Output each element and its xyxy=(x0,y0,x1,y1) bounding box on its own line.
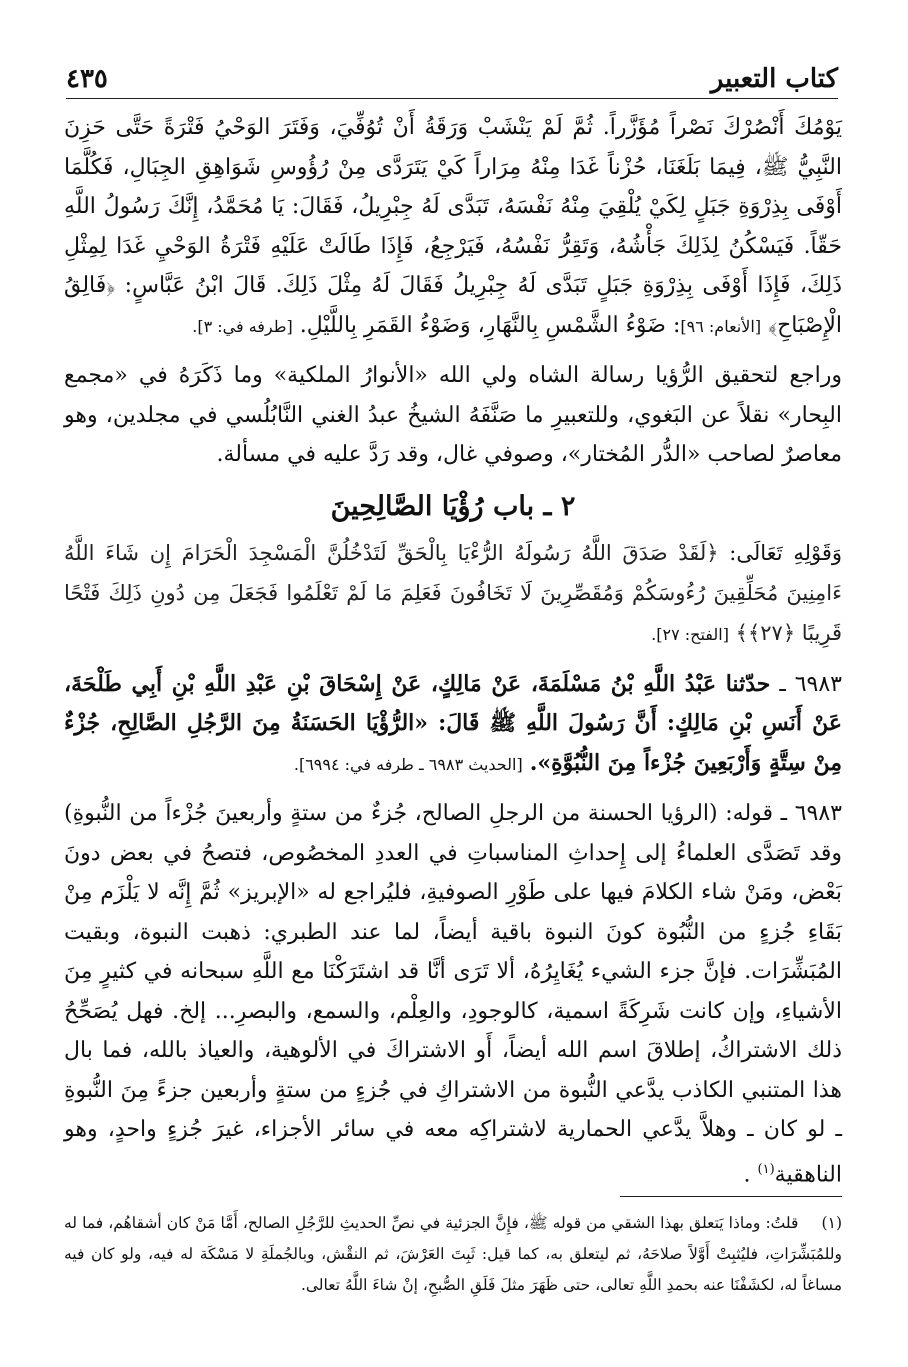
footnote-item xyxy=(64,1208,842,1301)
opening-paragraph xyxy=(64,108,842,346)
footnote-divider xyxy=(620,1196,842,1197)
hadith-ref: [الحديث ٦٩٨٣ ـ طرفه في: ٦٩٩٤]. xyxy=(293,754,523,774)
page-number: ٤٣٥ xyxy=(66,64,108,94)
hadith-text: حدّثنا عَبْدُ اللَّهِ بْنُ مَسْلَمَةَ، عَنْ مَالِكٍ، عَنْ إِسْحَاقَ بْنِ عَبْدِ اللَّهِ بْنِ أَبِي طَلْحَةَ، عَنْ أَنَسِ بْنِ مَالِكٍ: أَنَّ رَسُولَ اللَّهِ ﷺ قَالَ: «الرُّؤْيَا الحَسَنَةُ مِنَ الرَّجُلِ الصَّالِحِ، جُزْءٌ مِنْ سِتَّةٍ وَأَرْبَعِينَ جُزْءاً مِنَ النُّبُوَّةِ». xyxy=(64,670,842,776)
book-title: كتاب التعبير xyxy=(710,64,838,94)
footnote-marker: (١) xyxy=(757,1161,775,1177)
commentary-paragraph-2: ٦٩٨٣ ـ قوله: (الرؤيا الحسنة من الرجلِ الصالح، جُزءٌ من ستةٍ وأربعينَ جُزْءاً من النُّبوةِ) وقد تَصَدَّى العلماءُ إلى إِحداثِ المناسباتِ في العددِ المخصُوص، فتصحُ في بعض دونَ بَعْض، ومَنْ شاء الكلامَ فيها على طَوْرِ الصوفيةِ، فليُراجع له «الإبريز» ثُمَّ إِنَّه لا يَلْزَم مِنْ بَقَاءِ جُزءٍ من النُّبُوة كونَ النبوة باقية أيضاً، لما عند الطبري: ذهبت النبوة، وبقيت المُبَشِّرَات. فإنَّ جزء الشيء يُغَايِرُهُ، ألا تَرَى أنَّا قد اشتَرَكْنَا مع اللَّهِ سبحانه في كثيرٍ مِنَ الأشياءِ، وإن كانت شَرِكَةً اسمية، كالوجودِ، والعِلْم، والسمع، والبصرِ... إلخ. فهل يُصَحِّحُ ذلك الاشتراكُ، إطلاقَ اسم الله أيضاً، أَو الاشتراكَ في الألوهية، والعياذ بالله، فما بال هذا المتنبي الكاذب يدَّعي النُّبوة من الاشتراكِ في جُزءٍ من ستةٍ وأربعين جزءً مِنَ النُّبوةِ ـ لو كان ـ وهلاَّ يدَّعي الحمارية لاشتراكِه معه في سائر الأجزاء، غيرَ جُزءٍ واحدٍ، وهو الناهقية$^{(١)}$ . xyxy=(64,801,843,1187)
chapter-heading: ٢ ـ باب رُؤْيَا الصَّالِحِينَ xyxy=(330,490,576,522)
footnotes xyxy=(64,1208,842,1301)
footnote-number: (١) xyxy=(821,1214,842,1232)
hadith-number: ٦٩٨٣ ـ xyxy=(779,671,842,697)
opening-ref-surah: [الأنعام: ٩٦] xyxy=(680,316,762,336)
quran-verse: ﴿لَقَدْ صَدَقَ اللَّهُ رَسُولَهُ الرُّءْيَا بِالْحَقِّ لَتَدْخُلُنَّ الْمَسْجِدَ الْحَرَامَ إِن شَاءَ اللَّهُ ءَامِنِينَ مُحَلِّقِينَ رُءُوسَكُمْ وَمُقَصِّرِينَ لَا تَخَافُونَ فَعَلِمَ مَا لَمْ تَعْلَمُوا فَجَعَلَ مِن دُونِ ذَلِكَ فَتْحًا قَرِيبًا ﴿٢٧﴾﴾ xyxy=(64,540,842,645)
quran-lead: وَقَوْلِهِ تَعَالَى: xyxy=(729,540,843,565)
quran-ref: [الفتح: ٢٧]. xyxy=(651,624,729,644)
footnote-text: قلتُ: وماذا يَتعلق بهذا الشقي من قوله ﷺ، فإِنَّ الجزئية في نصِّ الحديثِ للرَّجُلِ الصالح، أَمَّا مَنْ كان أشقاهُم، فما له وللمُبَشِّرَاتِ، فليُثبِتْ أَوَّلاً صلاحَهُ، ثم ليتعلق به، كما قيل: ثَبِتَ العَرْشَ، ثم النقْش، وبالجُملَةِ لا مَسْكَة له فيه، ولو كان فيه مساغاً له، لكشَفْنَا عنه بحمدِ اللَّهِ تعالى، حتى ظَهَرَ مثلَ فَلَقِ الصُّبحِ، إنْ شاءَ اللَّهُ تعالى. xyxy=(64,1214,842,1294)
commentary-2-text: ٦٩٨٣ ـ قوله: (الرؤيا الحسنة من الرجلِ الصالح، جُزءٌ من ستةٍ وأربعينَ جُزْءاً من النُّبوةِ) وقد تَصَدَّى العلماءُ إلى إِحداثِ المناسباتِ في العددِ المخصُوص، فتصحُ في بعض دونَ بَعْض، ومَنْ شاء الكلامَ فيها على طَوْرِ الصوفيةِ، فليُراجع له «الإبريز» ثُمَّ إِنَّه لا يَلْزَم مِنْ بَقَاءِ جُزءٍ من النُّبُوة كونَ النبوة باقية أيضاً، لما عند الطبري: ذهبت النبوة، وبقيت المُبَشِّرَات. فإنَّ جزء الشيء يُغَايِرُهُ، ألا تَرَى أنَّا قد اشتَرَكْنَا مع اللَّهِ سبحانه في كثيرٍ مِنَ الأشياءِ، وإن كانت شَرِكَةً اسمية، كالوجودِ، والعِلْم، والسمع، والبصرِ... إلخ. فهل يُصَحِّحُ ذلك الاشتراكُ، إطلاقَ اسم الله أيضاً، أَو الاشتراكَ في الألوهية، والعياذ بالله، فما بال هذا المتنبي الكاذب يدَّعي النُّبوة من الاشتراكِ في جُزءٍ من ستةٍ وأربعين جزءً مِنَ النُّبوةِ ـ لو كان ـ وهلاَّ يدَّعي الحمارية لاشتراكِه معه في سائر الأجزاء، غيرَ جُزءٍ واحدٍ، وهو الناهقية xyxy=(64,801,843,1187)
opening-text: يَوْمُكَ أَنْصُرْكَ نَصْراً مُؤَزَّراً. ثُمَّ لَمْ يَنْشَبْ وَرَقَةُ أَنْ تُوُفِّيَ، وَفَتَرَ الوَحْيُ فَتْرَةً حَتَّى حَزِنَ النَّبِيُّ ﷺ، فِيمَا بَلَغَنَا، حُزْناً غَدَا مِنْهُ مِرَاراً كَيْ يَتَرَدَّى مِنْ رُؤُوسِ شَوَاهِقِ الجِبَالِ، فَكُلَّمَا أَوْفَى بِذِرْوَةِ جَبَلٍ لِكَيْ يُلْقِيَ مِنْهُ نَفْسَهُ، تَبَدَّى لَهُ جِبْرِيلُ، فَقَالَ: يَا مُحَمَّدُ، إِنَّكَ رَسُولُ اللَّهِ حَقّاً. فَيَسْكُنُ لِذَلِكَ جَأْشُهُ، وَتَقِرُّ نَفْسُهُ، فَيَرْجِعُ، فَإِذَا طَالَتْ عَلَيْهِ فَتْرَةُ الوَحْيِ غَدَا لِمِثْلِ ذَلِكَ، فَإِذَا أَوْفَى بِذِرْوَةِ جَبَلٍ تَبَدَّى لَهُ جِبْرِيلُ فَقَالَ لَهُ مِثْلَ ذَلِكَ. قَالَ ابْنُ عَبَّاسٍ: ﴿فَالِقُ الْإِصْبَاحِ﴾ xyxy=(64,115,842,338)
running-header xyxy=(66,52,838,99)
hadith-paragraph xyxy=(64,665,842,785)
commentary-paragraph-1: وراجع لتحقيق الرُّؤيا رسالة الشاه ولي الله «الأنوارُ الملكية» وما ذَكَرَهُ في «مجمع البِحار» نقلاً عن البَغوي، وللتعبيرِ ما صَنَّفَهُ الشيخُ عبدُ الغني النَّابُلُسي في مجلدين، وهو معاصرٌ لصاحب «الدُّر المُختار»، وصوفي غال، وقد رَدَّ عليه في مسألة. xyxy=(64,363,842,467)
quran-verse-block xyxy=(64,533,842,655)
opening-ref-taraf: [طرفه في: ٣]. xyxy=(192,316,293,336)
main-text xyxy=(64,108,842,1194)
opening-tail: : ضَوْءُ الشَّمْسِ بِالنَّهَارِ، وَضَوْءُ القَمَرِ بِاللَّيْلِ. xyxy=(299,312,681,338)
